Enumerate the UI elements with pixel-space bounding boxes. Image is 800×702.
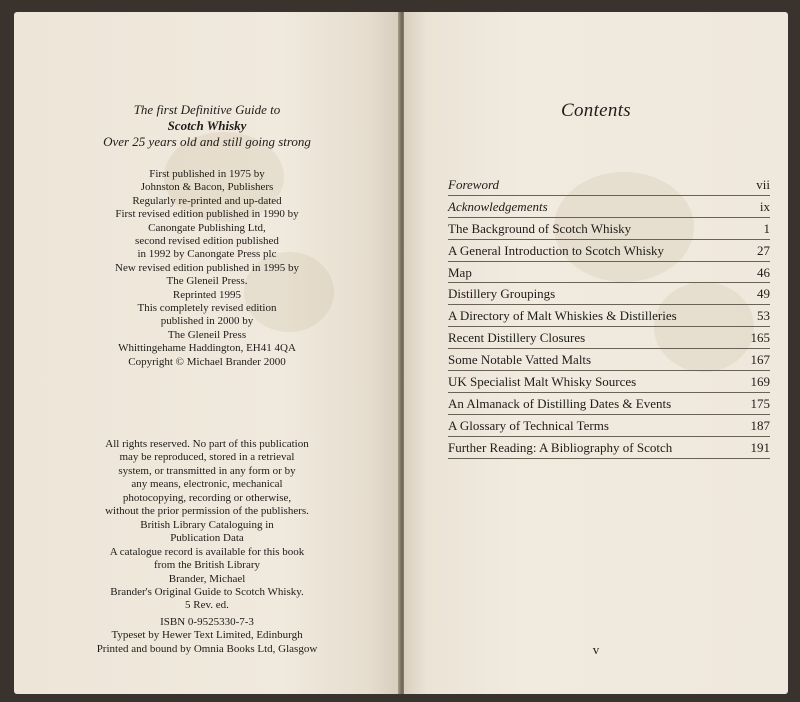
history-line: Canongate Publishing Ltd, [148,221,266,234]
toc-entry-page: 187 [750,417,770,433]
history-line: second revised edition published [135,235,279,248]
toc-entry [448,371,770,393]
toc-entry-page: ix [759,198,770,214]
book-tagline [14,102,400,150]
rights-reserved-notice [14,438,400,518]
rights-reserved-line: All rights reserved. No part of this publication [105,438,309,450]
left-page [14,12,400,694]
cataloguing-line: Brander, Michael [168,572,246,585]
toc-entry-page: 27 [757,242,770,258]
history-line: The Gleneil Press [167,328,247,341]
cataloguing-line: from the British Library [153,559,260,572]
rights-reserved-line: may be reproduced, stored in a retrieval [119,451,295,464]
toc-entry [448,437,770,459]
tagline-line-1: The first Definitive Guide to [133,102,281,117]
copyright-notice [14,356,400,369]
toc-entry [448,349,770,371]
history-line: First published in 1975 by [149,168,265,180]
table-of-contents [448,174,770,459]
toc-entry-page: 169 [750,374,770,390]
toc-entry-page: 165 [750,330,770,346]
toc-entry [448,283,770,305]
toc-entry-title: An Almanack of Distilling Dates & Events [448,395,672,411]
page-number: v [592,642,600,657]
history-line: New revised edition published in 1995 by [115,261,299,274]
toc-entry-page: 175 [750,395,770,411]
toc-entry [448,240,770,262]
cataloguing-line: British Library Cataloguing in [140,519,274,531]
toc-entry-title: A General Introduction to Scotch Whisky [448,242,665,258]
toc-entry-title: Acknowledgements [448,198,548,214]
history-line: First revised edition published in 1990 by [115,208,299,221]
printing-line: Typeset by Hewer Text Limited, Edinburgh [111,629,303,642]
cataloguing-data [14,519,400,613]
toc-entry [448,262,770,284]
toc-entry [448,393,770,415]
history-line: in 1992 by Canongate Press plc [137,248,277,261]
toc-entry-title: Map [448,264,472,280]
contents-title: Contents [561,100,631,121]
history-line: The Gleneil Press. [166,275,248,288]
toc-entry-title: Further Reading: A Bibliography of Scotch [448,439,673,455]
toc-entry-page: 46 [757,264,770,280]
toc-entry-title: Foreword [448,177,500,192]
right-page [404,12,788,694]
copyright-line: Copyright © Michael Brander 2000 [128,356,286,368]
toc-entry-title: Distillery Groupings [448,286,556,302]
rights-reserved-line: any means, electronic, mechanical [131,478,283,491]
history-line: published in 2000 by [160,315,254,328]
toc-entry-title: UK Specialist Malt Whisky Sources [448,374,637,390]
toc-entry [448,305,770,327]
cataloguing-line: Publication Data [170,532,244,545]
cataloguing-line: 5 Rev. ed. [185,599,229,612]
toc-entry [448,218,770,240]
cataloguing-line: A catalogue record is available for this book [109,545,305,558]
cataloguing-line: Brander's Original Guide to Scotch Whisky. [110,586,304,599]
toc-entry-page: 1 [763,220,770,236]
toc-entry-page: 191 [750,439,770,455]
toc-entry [448,174,770,196]
toc-entry-title: A Directory of Malt Whiskies & Distilleries [448,308,677,324]
tagline-title: Scotch Whisky [167,118,247,133]
toc-entry-page: 49 [757,286,770,302]
rights-reserved-line: photocopying, recording or otherwise, [122,491,292,504]
toc-entry-page: vii [756,177,770,192]
rights-reserved-line: without the prior permission of the publishers. [105,505,309,518]
toc-entry [448,327,770,349]
rights-reserved-line: system, or transmitted in any form or by [118,464,296,477]
printing-line: Printed and bound by Omnia Books Ltd, Glasgow [96,642,318,655]
toc-entry-title: Some Notable Vatted Malts [448,352,592,368]
toc-entry [448,196,770,218]
printing-line: ISBN 0-9525330-7-3 [160,616,254,628]
history-line: This completely revised edition [137,302,277,315]
toc-entry [448,415,770,437]
toc-entry-page: 53 [757,308,770,324]
history-line: Whittingehame Haddington, EH41 4QA [118,342,296,355]
toc-entry-title: A Glossary of Technical Terms [448,417,609,433]
history-line: Reprinted 1995 [172,288,242,301]
printing-details [14,616,400,656]
toc-entry-title: The Background of Scotch Whisky [448,220,632,236]
history-line: Johnston & Bacon, Publishers [140,181,274,194]
toc-entry-title: Recent Distillery Closures [448,330,586,346]
publishing-history [14,168,400,356]
tagline-line-3: Over 25 years old and still going strong [103,134,311,149]
history-line: Regularly re-printed and up-dated [132,194,282,207]
toc-entry-page: 167 [750,352,770,368]
